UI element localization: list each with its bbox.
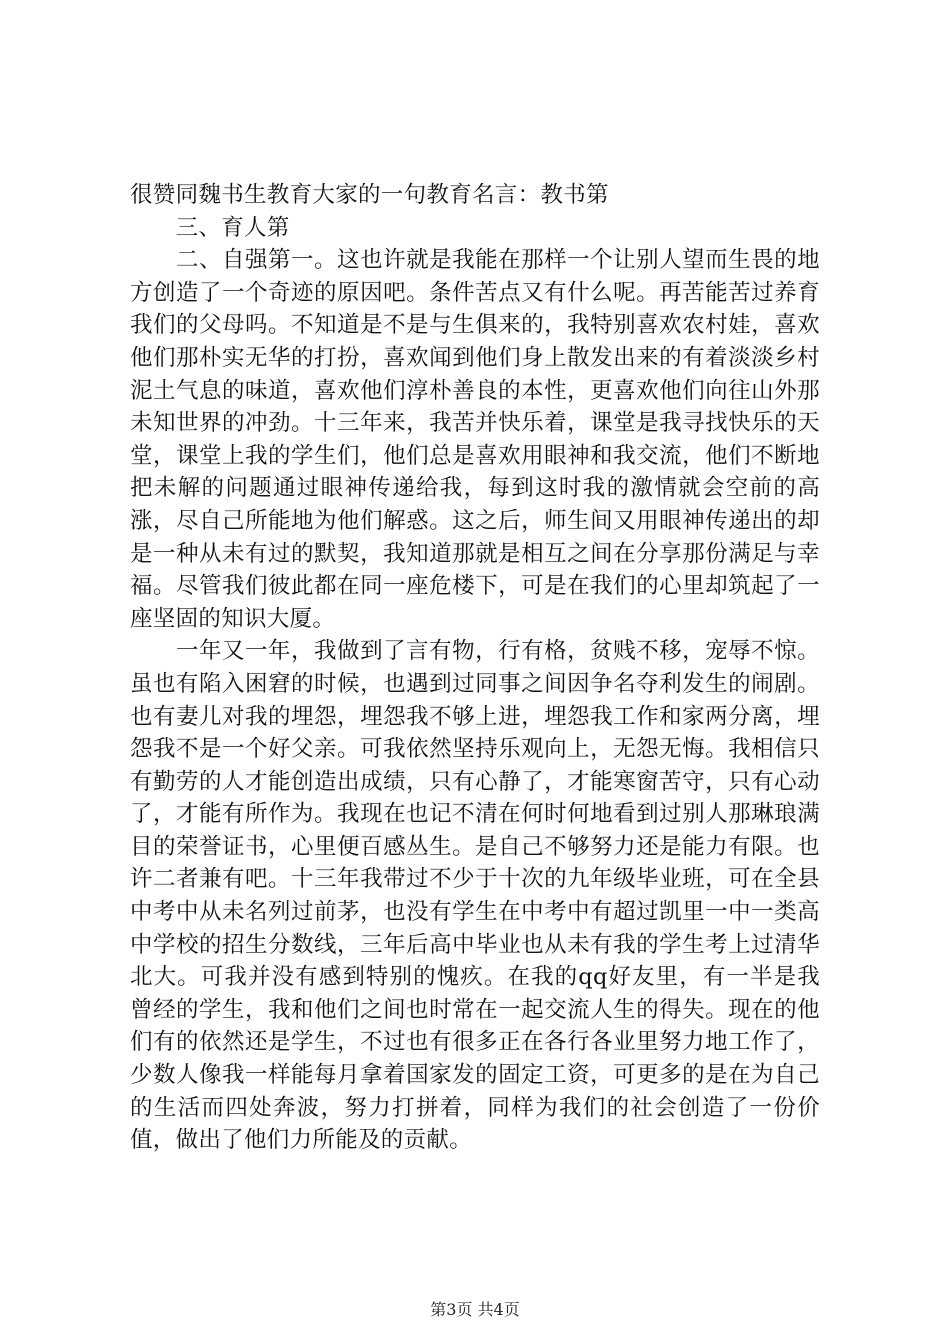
paragraph-self-improvement: 二、自强第一。这也许就是我能在那样一个让别人望而生畏的地方创造了一个奇迹的原因吧。条件苦点又有什么呢。再苦能苦过养育我们的父母吗。不知道是不是与生俱来的，我特别喜欢农村娃，喜欢他们那朴实无华的打扮，喜欢闻到他们身上散发出来的有着淡淡乡村泥土气息的味道，喜欢他们淳朴善良的本性，更喜欢他们向往山外那未知世界的冲劲。十三年来，我苦并快乐着，课堂是我寻找快乐的天堂，课堂上我的学生们，他们总是喜欢用眼神和我交流，他们不断地把未解的问题通过眼神传递给我，每到这时我的激情就会空前的高涨，尽自己所能地为他们解惑。这之后，师生间又用眼神传递出的却是一种从未有过的默契，我知道那就是相互之间在分享那份满足与幸福。尽管我们彼此都在同一座危楼下，可是在我们的心里却筑起了一座坚固的知识大厦。 (130, 247, 820, 632)
paragraph-year-after-year: 一年又一年，我做到了言有物，行有格，贫贱不移，宠辱不惊。虽也有陷入困窘的时候，也遇到过同事之间因争名夺利发生的闹剧。也有妻儿对我的埋怨，埋怨我不够上进，埋怨我工作和家两分离，埋怨我不是一个好父亲。可我依然坚持乐观向上，无怨无悔。我相信只有勤劳的人才能创造出成绩，只有心静了，才能寒窗苦守，只有心动了，才能有所作为。我现在也记不清在何时何地看到过别人那琳琅满目的荣誉证书，心里便百感丛生。是自己不够努力还是能力有限。也许二者兼有吧。十三年我带过不少于十次的九年级毕业班，可在全县中考中从未名列过前茅，也没有学生在中考中有超过凯里一中一类高中学校的招生分数线，三年后高中毕业也从未有我的学生考上过清华北大。可我并没有感到特别的愧疚。在我的qq好友里，有一半是我曾经的学生，我和他们之间也时常在一起交流人生的得失。现在的他们有的依然还是学生，不过也有很多正在各行各业里努力地工作了，少数人像我一样能每月拿着国家发的固定工资，可更多的是在为自己的生活而四处奔波，努力打拼着，同样为我们的社会创造了一份价值，做出了他们力所能及的贡献。 (130, 638, 820, 1154)
paragraph-intro: 很赞同魏书生教育大家的一句教育名言：教书第 (130, 182, 609, 208)
paragraph-heading-three: 三、育人第 (130, 214, 290, 241)
page-number-footer: 第3页 共4页 (430, 1300, 520, 1319)
document-body (130, 179, 820, 1157)
